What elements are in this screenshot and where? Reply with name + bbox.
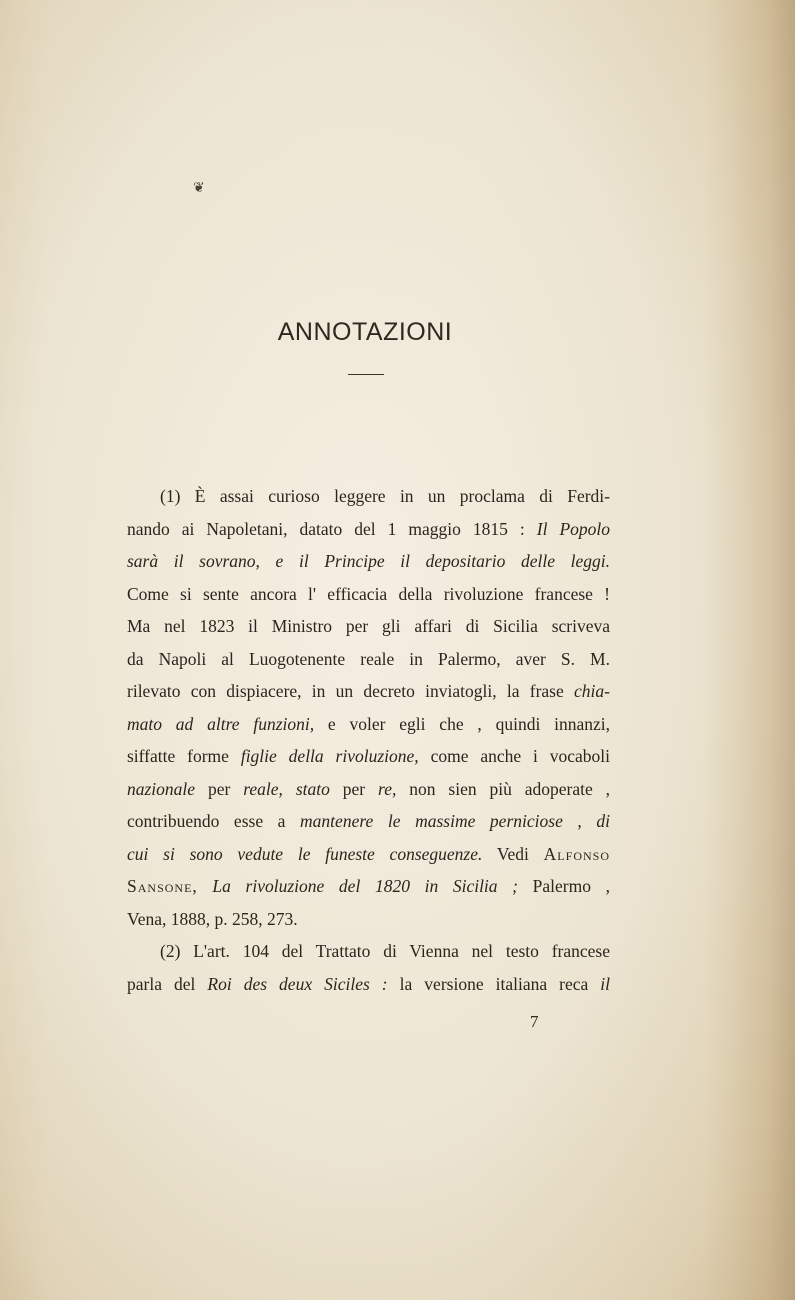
note1-line-5	[127, 610, 610, 643]
note1-text: come anche i vocaboli	[430, 746, 611, 766]
note1-italic-quote: Il Popolo	[536, 518, 611, 539]
note1-line-6	[127, 643, 610, 676]
note1-text: non sien più adoperate ,	[409, 778, 611, 799]
note1-text: siffatte forme	[127, 746, 229, 766]
note1-text: Vedi	[496, 843, 529, 864]
note1-italic-quote: figlie della rivoluzione,	[240, 746, 419, 766]
note1-line-4	[127, 578, 610, 611]
note1-italic-word: nazionale	[127, 778, 196, 799]
printer-ornament-mark: ❦	[193, 180, 205, 196]
note1-italic-quote: cui si sono vedute le funeste conseguenze.	[127, 843, 483, 864]
note1-text: per	[342, 778, 366, 799]
note1-text: contribuendo esse a	[127, 811, 286, 831]
note2-line-2	[127, 968, 610, 1001]
note1-text: Palermo ,	[532, 876, 610, 896]
note1-line-1	[127, 480, 610, 513]
page-title: ANNOTAZIONI	[277, 318, 453, 346]
note1-line-10	[127, 773, 610, 806]
page-number: 7	[530, 1012, 539, 1031]
note1-text: per	[207, 778, 231, 799]
note1-text: Ma nel 1823 il Ministro per gli affari di Sicilia scriveva	[127, 616, 610, 636]
note1-text: Come si sente ancora l' efficacia della rivoluzione francese !	[127, 583, 610, 604]
note1-line-14	[127, 903, 610, 936]
note1-italic-quote: mato ad altre funzioni,	[127, 713, 315, 734]
note1-italic-word: re,	[378, 778, 397, 799]
note1-line-12	[127, 838, 610, 871]
note2-line-1	[127, 935, 610, 968]
note1-text: e voler egli che , quindi innanzi,	[327, 713, 611, 734]
note1-text: da Napoli al Luogotenente reale in Palermo, aver S. M.	[127, 648, 610, 669]
note1-line-8	[127, 708, 610, 741]
author-name: Sansone,	[127, 876, 198, 896]
author-name: Alfonso	[543, 843, 610, 864]
note1-text: rilevato con dispiacere, in un decreto inviatogli, la frase	[127, 681, 564, 701]
note1-line-11	[127, 805, 610, 838]
note1-italic-quote: sarà il sovrano, e il Principe il depositario delle leggi.	[127, 551, 610, 571]
note1-line-2	[127, 513, 610, 546]
note1-text: nando ai Napoletani, datato del 1 maggio 1815 :	[127, 518, 525, 539]
citation-text: Vena, 1888, p. 258, 273.	[127, 908, 298, 929]
note2-text: parla del	[127, 973, 196, 994]
title-rule-divider	[348, 374, 384, 375]
note1-italic-quote: mantenere le massime perniciose , di	[300, 811, 610, 831]
note1-line-9	[127, 740, 610, 773]
note1-italic-quote: chia-	[574, 681, 610, 701]
page-edge-shadow	[705, 0, 795, 1300]
note2-italic-word: il	[600, 973, 610, 994]
book-title: La rivoluzione del 1820 in Sicilia ;	[212, 876, 519, 896]
note2-text: la versione italiana reca	[399, 973, 589, 994]
note2-text: (2) L'art. 104 del Trattato di Vienna nel testo francese	[160, 941, 610, 961]
note1-line-3	[127, 545, 610, 578]
note2-italic-quote: Roi des deux Siciles :	[207, 973, 388, 994]
note1-italic-word: reale,	[243, 778, 283, 799]
note1-line-13	[127, 870, 610, 903]
note1-line-7	[127, 675, 610, 708]
note1-text: (1) È assai curioso leggere in un proclama di Ferdi-	[160, 486, 610, 506]
annotations-body	[127, 480, 610, 1000]
note1-italic-word: stato	[295, 778, 330, 799]
